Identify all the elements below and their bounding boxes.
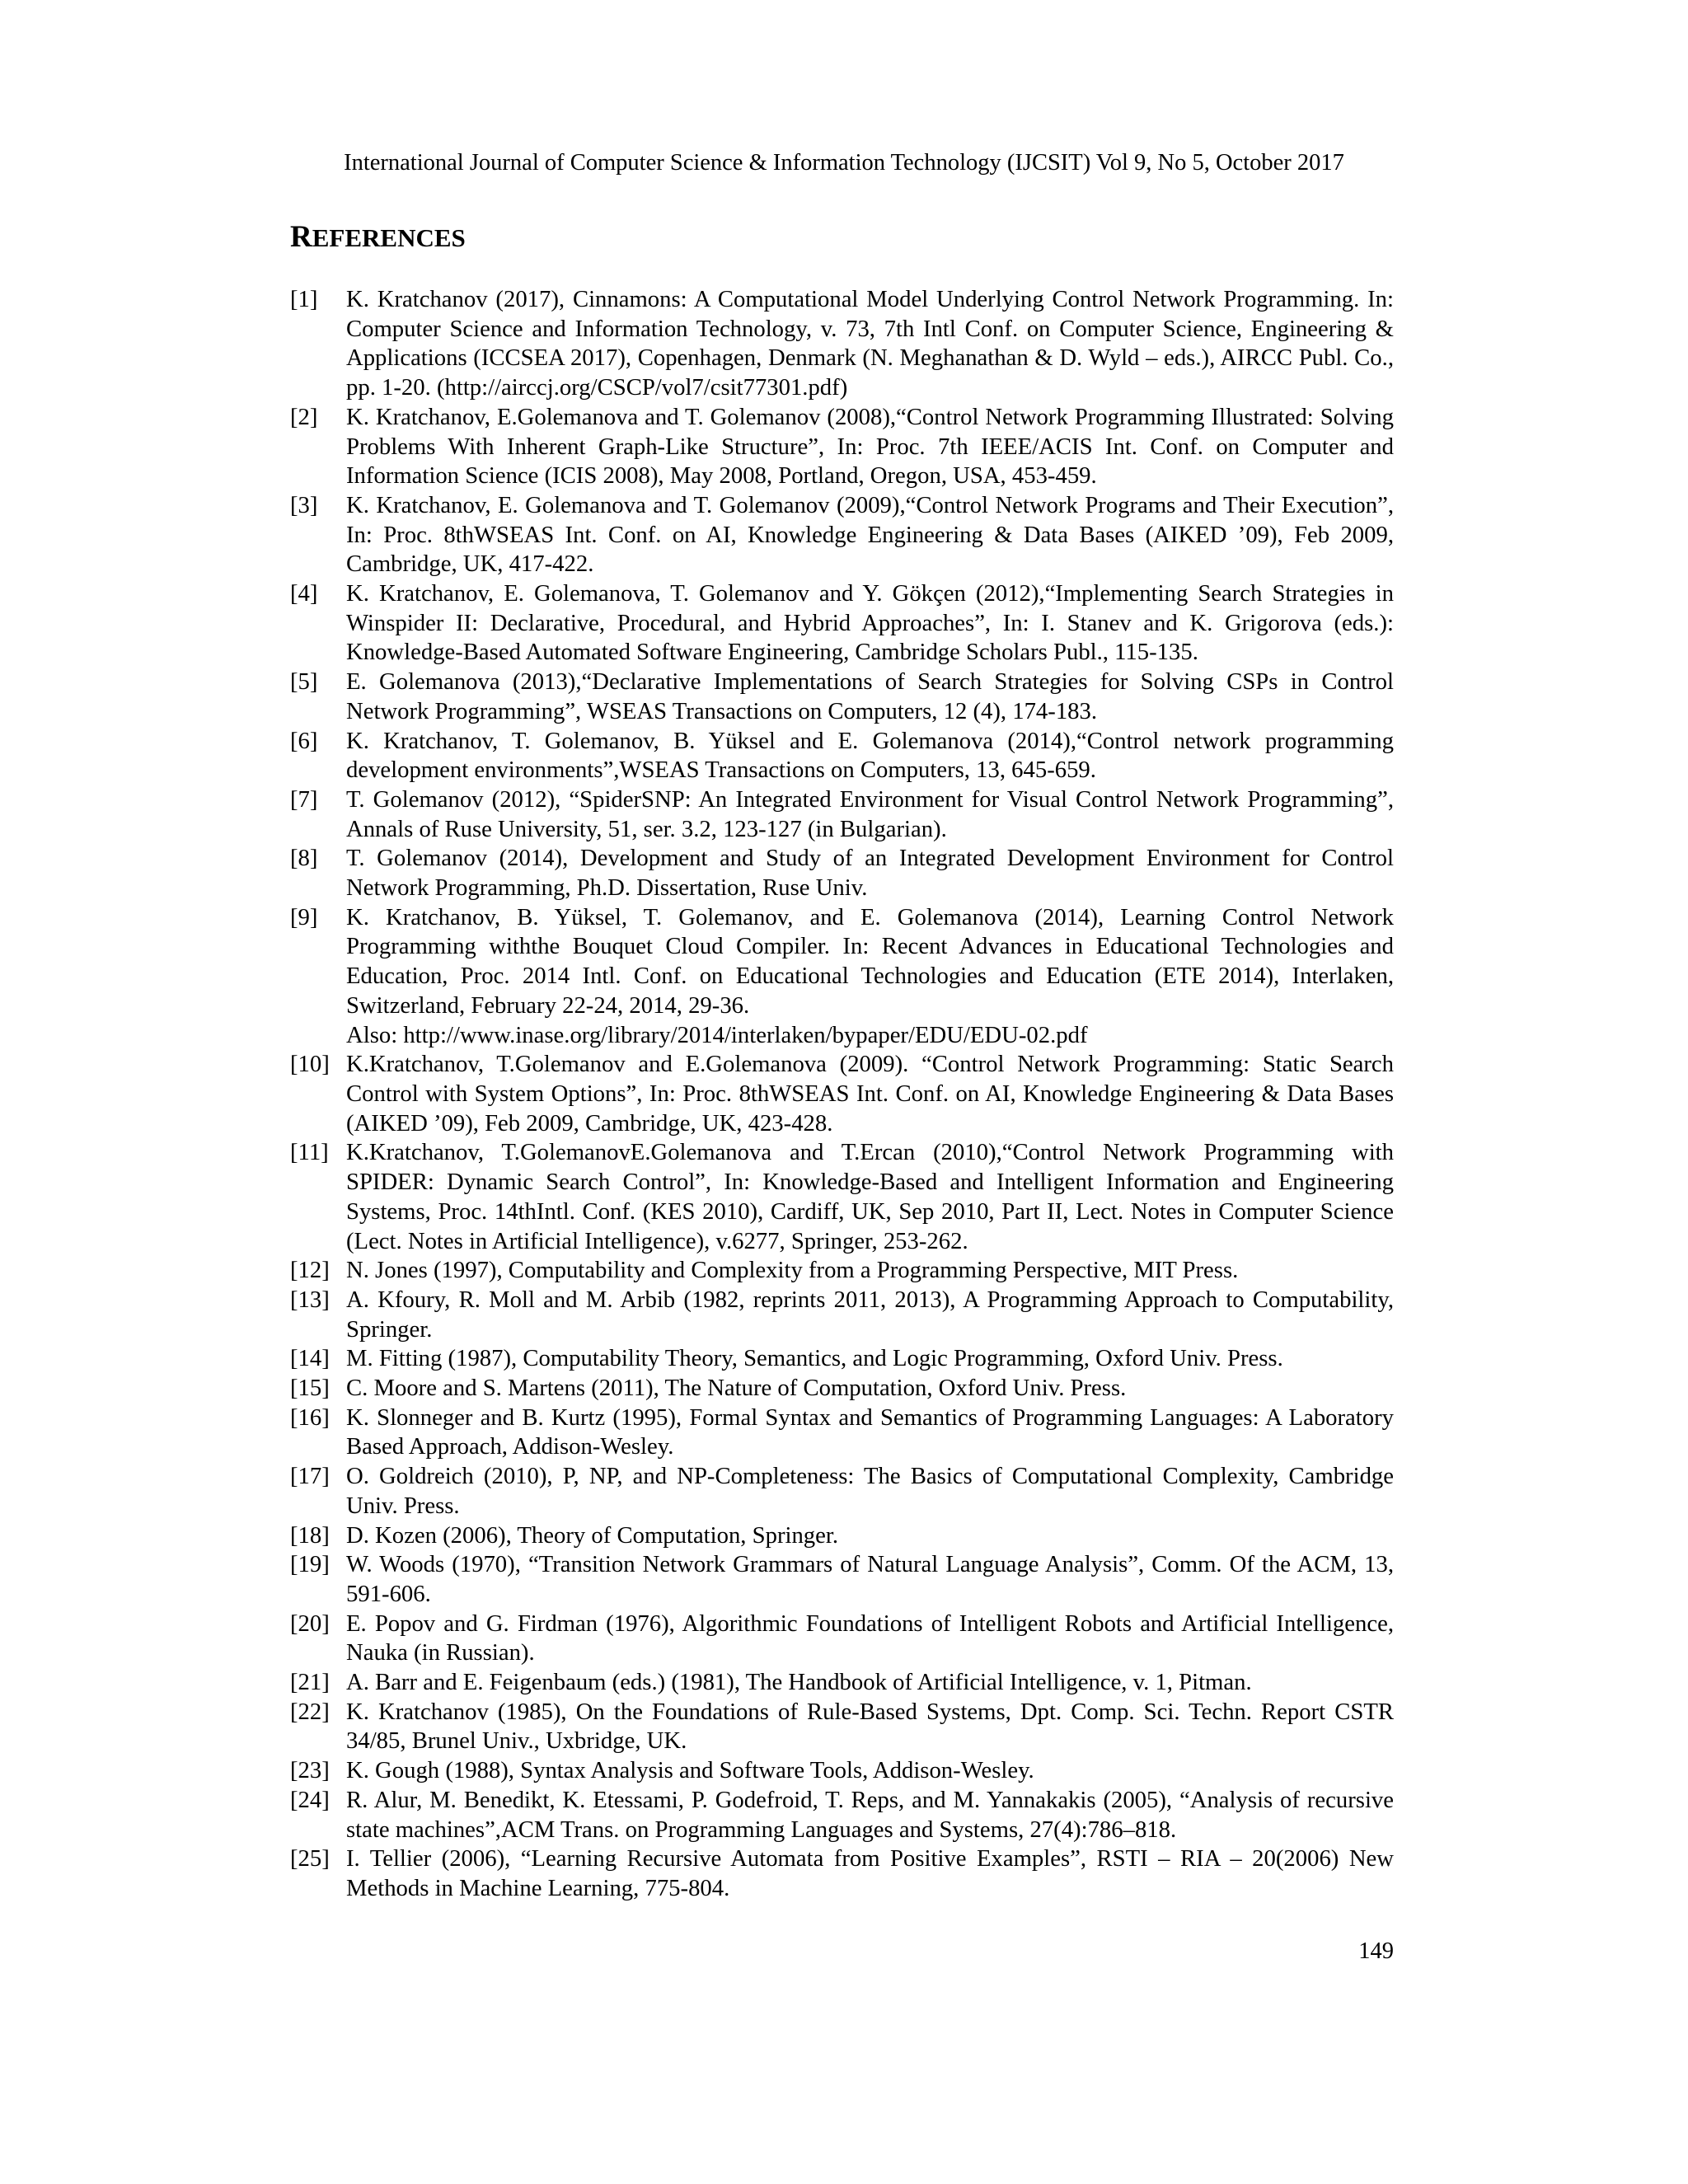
reference-text: I. Tellier (2006), “Learning Recursive Automata from Positive Examples”, RSTI – RIA – 20(2006) New Methods in Machine Learning, 775-804. [346, 1845, 1394, 1901]
reference-item [290, 1344, 1394, 1374]
reference-item [290, 1138, 1394, 1256]
reference-number: [3] [290, 491, 318, 518]
reference-text: A. Kfoury, R. Moll and M. Arbib (1982, reprints 2011, 2013), A Programming Approach to Computability, Springer. [346, 1286, 1394, 1343]
reference-number: [1] [290, 286, 318, 312]
reference-text: R. Alur, M. Benedikt, K. Etessami, P. Godefroid, T. Reps, and M. Yannakakis (2005), “Analysis of recursive state machines”,ACM Trans. on Programming Languages and Systems, 27(4):786–818. [346, 1786, 1394, 1843]
reference-text: A. Barr and E. Feigenbaum (eds.) (1981), The Handbook of Artificial Intelligence, v. 1, Pitman. [346, 1669, 1252, 1696]
reference-number: [19] [290, 1551, 330, 1578]
reference-url: Also: http://www.inase.org/library/2014/interlaken/bypaper/EDU/EDU-02.pdf [346, 1021, 1088, 1048]
reference-text: K. Gough (1988), Syntax Analysis and Software Tools, Addison-Wesley. [346, 1757, 1034, 1784]
section-title [290, 221, 466, 255]
reference-text: E. Popov and G. Firdman (1976), Algorithmic Foundations of Intelligent Robots and Artificial Intelligence, Nauka (in Russian). [346, 1610, 1394, 1666]
reference-number: [21] [290, 1669, 330, 1696]
reference-number: [12] [290, 1257, 330, 1284]
reference-item [290, 579, 1394, 668]
reference-number: [9] [290, 903, 318, 930]
reference-number: [23] [290, 1757, 330, 1784]
reference-item [290, 491, 1394, 579]
reference-text: K.Kratchanov, T.Golemanov and E.Golemanova (2009). “Control Network Programming: Static Search Control with System Options”, In: Proc. 8thWSEAS Int. Conf. on AI, Knowledge Engineering & Data Bases (AIKED ’09), Feb 2009, Cambridge, UK, 423-428. [346, 1051, 1394, 1137]
section-title-initial: R [290, 220, 312, 254]
reference-text: N. Jones (1997), Computability and Complexity from a Programming Perspective, MIT Press. [346, 1257, 1239, 1284]
reference-number: [13] [290, 1286, 330, 1313]
reference-item [290, 844, 1394, 902]
reference-number: [8] [290, 845, 318, 872]
reference-item [290, 1050, 1394, 1138]
reference-text: T. Golemanov (2012), “SpiderSNP: An Integrated Environment for Visual Control Network Programming”, Annals of Ruse University, 51, ser. 3.2, 123-127 (in Bulgarian). [346, 785, 1394, 842]
reference-number: [15] [290, 1375, 330, 1402]
reference-text: T. Golemanov (2014), Development and Study of an Integrated Development Environment for Control Network Programming, Ph.D. Dissertation, Ruse Univ. [346, 845, 1394, 902]
reference-item [290, 1550, 1394, 1609]
reference-item [290, 1286, 1394, 1344]
reference-item [290, 1462, 1394, 1521]
reference-item [290, 1844, 1394, 1903]
reference-text: C. Moore and S. Martens (2011), The Nature of Computation, Oxford Univ. Press. [346, 1375, 1127, 1402]
reference-text: E. Golemanova (2013),“Declarative Implementations of Search Strategies for Solving CSPs in Control Network Programming”, WSEAS Transactions on Computers, 12 (4), 174-183. [346, 668, 1394, 724]
reference-text: K. Kratchanov (1985), On the Foundations of Rule-Based Systems, Dpt. Comp. Sci. Techn. Report CSTR 34/85, Brunel Univ., Uxbridge, UK. [346, 1698, 1394, 1755]
reference-text: K. Kratchanov, T. Golemanov, B. Yüksel and E. Golemanova (2014),“Control network programming development environments”,WSEAS Transactions on Computers, 13, 645-659. [346, 727, 1394, 784]
page-number: 149 [1358, 1938, 1394, 1964]
reference-item [290, 1698, 1394, 1756]
reference-number: [25] [290, 1845, 330, 1872]
reference-list [290, 285, 1394, 1904]
running-header: International Journal of Computer Science & Information Technology (IJCSIT) Vol 9, No 5, October 2017 [344, 150, 1344, 176]
reference-item [290, 1256, 1394, 1286]
reference-number: [10] [290, 1051, 330, 1078]
reference-item [290, 785, 1394, 844]
reference-text: W. Woods (1970), “Transition Network Grammars of Natural Language Analysis”, Comm. Of the ACM, 13, 591-606. [346, 1551, 1394, 1607]
reference-text: K. Kratchanov, B. Yüksel, T. Golemanov, and E. Golemanova (2014), Learning Control Network Programming withthe Bouquet Cloud Compiler. In: Recent Advances in Educational Technologies and Education, Proc. 2014 Intl. Conf. on Educational Technologies and Education (ETE 2014), Interlaken, Switzerland, February 22-24, 2014, 29-36. [346, 903, 1394, 1019]
reference-number: [7] [290, 785, 318, 813]
reference-number: [11] [290, 1139, 329, 1166]
reference-text: D. Kozen (2006), Theory of Computation, Springer. [346, 1521, 839, 1549]
reference-item [290, 1786, 1394, 1844]
reference-number: [6] [290, 727, 318, 754]
reference-number: [20] [290, 1610, 330, 1637]
reference-item [290, 1374, 1394, 1404]
reference-text: K. Kratchanov (2017), Cinnamons: A Computational Model Underlying Control Network Programming. In: Computer Science and Information Technology, v. 73, 7th Intl Conf. on Computer Science, Engineering & Applications (ICCSEA 2017), Copenhagen, Denmark (N. Meghanathan & D. Wyld – eds.), AIRCC Publ. Co., pp. 1-20. (http://airccj.org/CSCP/vol7/csit77301.pdf) [346, 286, 1394, 401]
reference-text: K. Kratchanov, E. Golemanova and T. Golemanov (2009),“Control Network Programs and Their Execution”, In: Proc. 8thWSEAS Int. Conf. on AI, Knowledge Engineering & Data Bases (AIKED ’09), Feb 2009, Cambridge, UK, 417-422. [346, 491, 1394, 578]
reference-number: [14] [290, 1345, 330, 1372]
reference-number: [4] [290, 580, 318, 607]
reference-number: [5] [290, 668, 318, 696]
reference-item [290, 1521, 1394, 1551]
reference-item [290, 285, 1394, 403]
reference-item [290, 403, 1394, 491]
reference-item [290, 1756, 1394, 1786]
reference-item [290, 668, 1394, 726]
reference-text: O. Goldreich (2010), P, NP, and NP-Completeness: The Basics of Computational Complexity, Cambridge Univ. Press. [346, 1463, 1394, 1519]
reference-item [290, 1610, 1394, 1668]
reference-item [290, 1668, 1394, 1698]
section-title-rest: EFERENCES [312, 223, 466, 252]
reference-item [290, 727, 1394, 785]
reference-number: [22] [290, 1698, 330, 1725]
reference-number: [18] [290, 1521, 330, 1549]
reference-item [290, 1404, 1394, 1462]
reference-number: [16] [290, 1404, 330, 1431]
reference-text: K.Kratchanov, T.GolemanovE.Golemanova and T.Ercan (2010),“Control Network Programming with SPIDER: Dynamic Search Control”, In: Knowledge-Based and Intelligent Information and Engineering Systems, Proc. 14thIntl. Conf. (KES 2010), Cardiff, UK, Sep 2010, Part II, Lect. Notes in Computer Science (Lect. Notes in Artificial Intelligence), v.6277, Springer, 253-262. [346, 1139, 1394, 1254]
reference-text: K. Kratchanov, E.Golemanova and T. Golemanov (2008),“Control Network Programming Illustrated: Solving Problems With Inherent Graph-Like Structure”, In: Proc. 7th IEEE/ACIS Int. Conf. on Computer and Information Science (ICIS 2008), May 2008, Portland, Oregon, USA, 453-459. [346, 403, 1394, 490]
reference-number: [2] [290, 403, 318, 430]
reference-item [290, 903, 1394, 1051]
reference-number: [17] [290, 1463, 330, 1490]
reference-number: [24] [290, 1786, 330, 1813]
reference-text: M. Fitting (1987), Computability Theory, Semantics, and Logic Programming, Oxford Univ. Press. [346, 1345, 1283, 1372]
reference-text: K. Slonneger and B. Kurtz (1995), Formal Syntax and Semantics of Programming Languages: A Laboratory Based Approach, Addison-Wesley. [346, 1404, 1394, 1460]
reference-text: K. Kratchanov, E. Golemanova, T. Golemanov and Y. Gökçen (2012),“Implementing Search Strategies in Winspider II: Declarative, Procedural, and Hybrid Approaches”, In: I. Stanev and K. Grigorova (eds.): Knowledge-Based Automated Software Engineering, Cambridge Scholars Publ., 115-135. [346, 580, 1394, 666]
